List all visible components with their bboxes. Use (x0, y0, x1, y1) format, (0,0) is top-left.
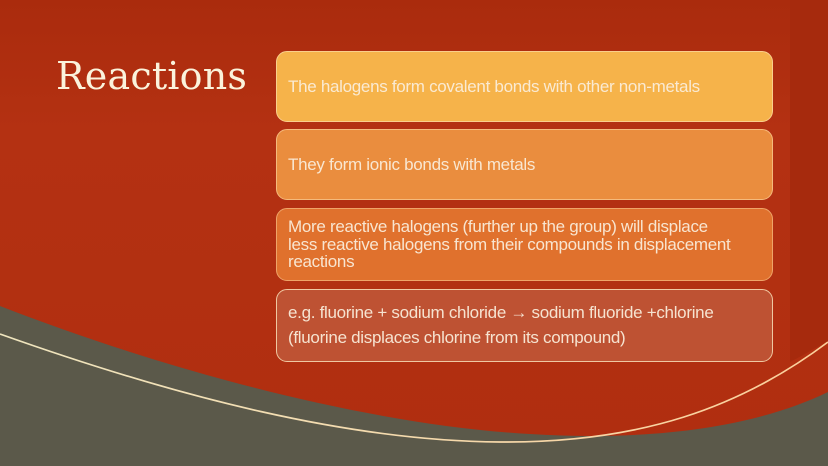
content-box-text: less reactive halogens from their compounds in displacement (288, 234, 731, 254)
content-box-displacement (276, 208, 773, 281)
content-box-text: The halogens form covalent bonds with other non-metals (288, 76, 700, 96)
content-box-covalent-bonds (276, 51, 773, 122)
content-box-example (276, 289, 773, 362)
right-edge-shade (790, 0, 828, 362)
content-box-text: (fluorine displaces chlorine from its compound) (288, 328, 626, 348)
content-box-text: They form ionic bonds with metals (288, 154, 536, 174)
content-box-text: More reactive halogens (further up the group) will displace (288, 217, 708, 237)
page-title: Reactions (56, 54, 248, 98)
content-box-ionic-bonds (276, 129, 773, 200)
content-box-text: e.g. fluorine + sodium chloride → sodium fluoride +chlorine (288, 303, 714, 323)
content-box-text: reactions (288, 252, 355, 272)
